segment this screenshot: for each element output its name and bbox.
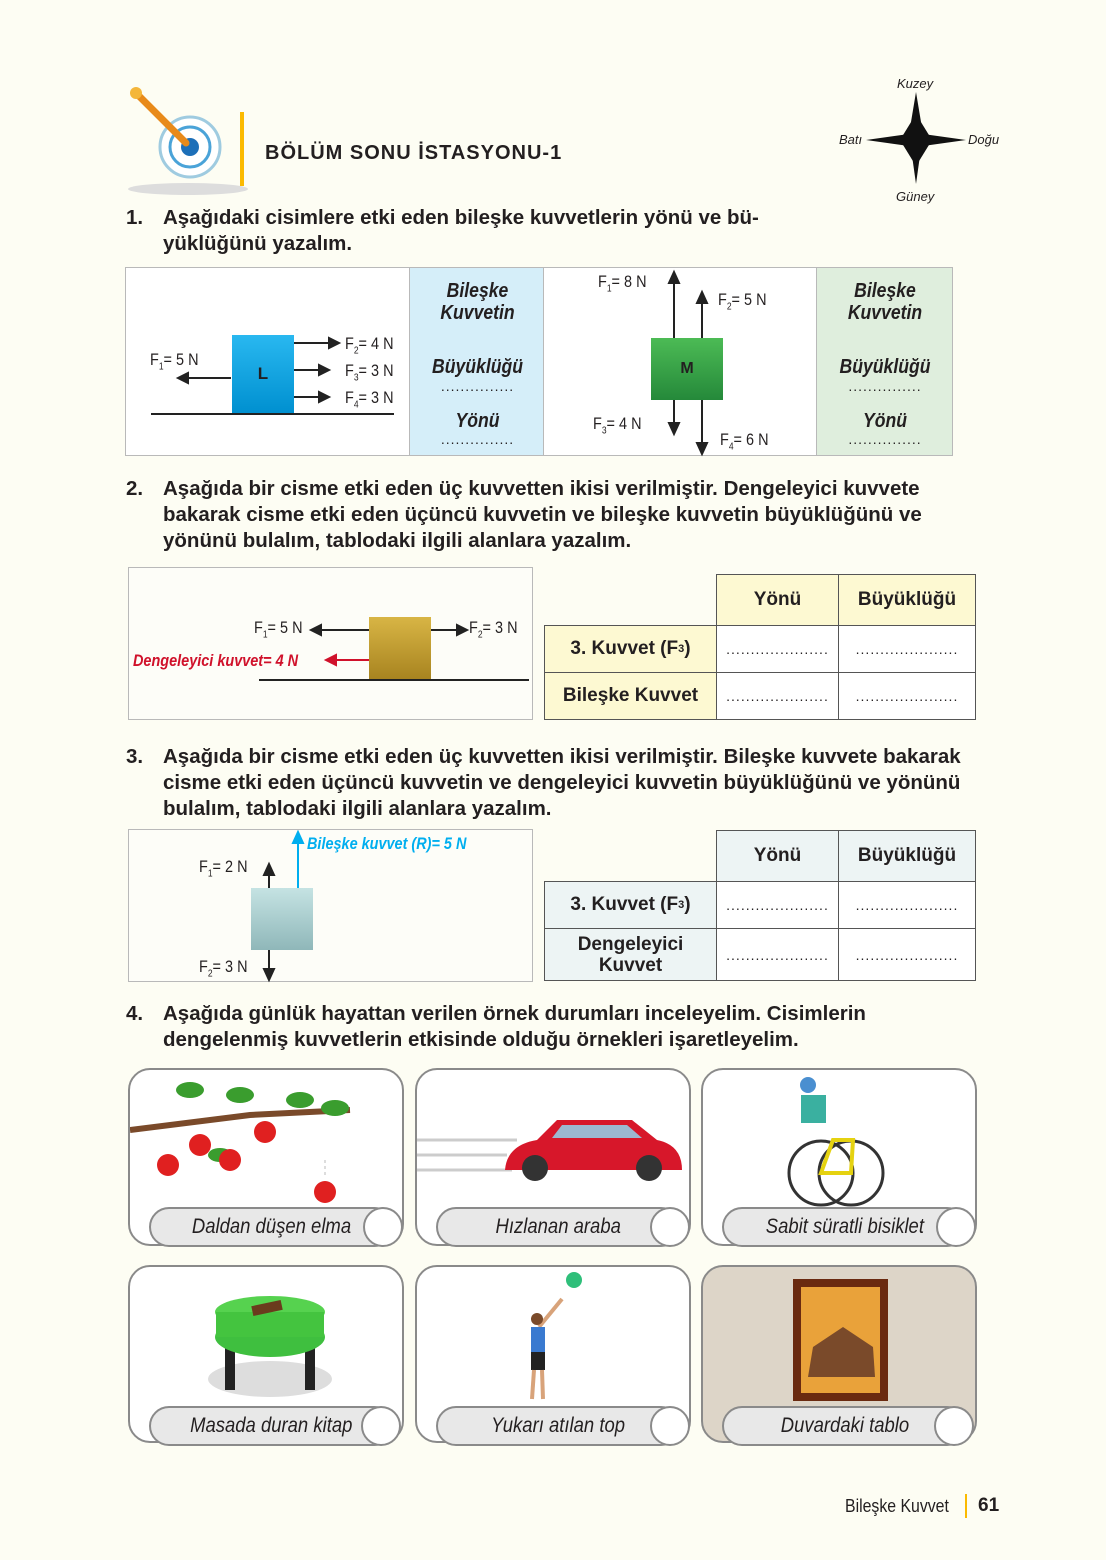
answer-blank[interactable]: ..................... bbox=[726, 641, 829, 657]
direction-label: Yönü bbox=[863, 410, 907, 432]
header-divider bbox=[240, 112, 244, 186]
q2-diagram bbox=[128, 567, 533, 720]
question-number: 4. bbox=[126, 1002, 144, 1025]
page-number: 61 bbox=[978, 1495, 1000, 1516]
answer-blank[interactable]: ..................... bbox=[855, 641, 959, 657]
answer-title: Bileşke bbox=[446, 280, 509, 302]
direction-blank[interactable]: ............... bbox=[440, 431, 515, 447]
direction-label: Yönü bbox=[455, 410, 500, 432]
checkbox-wall-painting[interactable] bbox=[934, 1406, 974, 1446]
card-label: Hızlanan araba bbox=[436, 1207, 681, 1247]
answer-blank[interactable]: ..................... bbox=[855, 688, 959, 704]
compass-west: Batı bbox=[839, 132, 863, 147]
question-1 bbox=[126, 205, 986, 257]
force-arrows bbox=[129, 568, 534, 718]
col-header-direction: Yönü bbox=[716, 830, 839, 882]
compass-east: Doğu bbox=[968, 132, 1000, 147]
answer-title: Kuvvetin bbox=[847, 302, 923, 324]
balancing-force-label: Dengeleyici kuvvet= 4 N bbox=[133, 651, 299, 670]
row-header-third-force: 3. Kuvvet (F 3 ) bbox=[544, 625, 717, 673]
q3-diagram bbox=[128, 829, 533, 982]
question-text: Aşağıda günlük hayattan verilen örnek durumları inceleyelim. Cisimlerin dengelenmiş kuvvetlerin etkisinde olduğu örnekleri işaretleyelim. bbox=[163, 1002, 866, 1051]
block-m: M bbox=[651, 338, 723, 400]
magnitude-label: Büyüklüğü bbox=[839, 356, 931, 378]
footer-divider bbox=[965, 1494, 967, 1518]
compass-icon bbox=[836, 74, 1006, 209]
question-2 bbox=[126, 476, 986, 554]
question-text: Aşağıda bir cisme etki eden üç kuvvetten ikisi verilmiştir. Dengeleyici kuvvete bakarak cisme etki eden üçüncü kuvvetin ve bileşke kuvvetin büyüklüğünü ve yönünü bulalım, tablodaki ilgili alanlara yazalım. bbox=[163, 477, 922, 552]
force-label-f3: $F_3= 3$ N bbox=[345, 361, 394, 384]
direction-blank[interactable]: ............... bbox=[848, 431, 922, 447]
force-label-f1: $F_1= 2$ N bbox=[199, 857, 248, 880]
answer-title: Kuvvetin bbox=[440, 302, 515, 324]
question-text: Aşağıda bir cisme etki eden üç kuvvetten ikisi verilmiştir. Bileşke kuvvete bakarak cisme etki eden üçüncü kuvvetin ve dengeleyici kuvvetin büyüklüğünü ve yönünü bulalım, tablodaki ilgili alanlara yazalım. bbox=[163, 745, 961, 820]
question-number: 1. bbox=[126, 206, 144, 229]
row-header-third-force: 3. Kuvvet (F 3 ) bbox=[544, 881, 717, 929]
answer-blank[interactable]: ..................... bbox=[855, 946, 959, 963]
magnitude-label: Büyüklüğü bbox=[432, 356, 523, 378]
question-number: 3. bbox=[126, 745, 144, 768]
answer-blank[interactable]: ..................... bbox=[726, 897, 829, 913]
col-header-magnitude: Büyüklüğü bbox=[838, 574, 976, 626]
card-label: Duvardaki tablo bbox=[722, 1406, 967, 1446]
target-dart-icon bbox=[118, 85, 258, 200]
force-label-f2: $F_2= 5$ N bbox=[718, 290, 767, 313]
checkbox-constant-speed-bicycle[interactable] bbox=[936, 1207, 976, 1247]
card-label: Yukarı atılan top bbox=[436, 1406, 681, 1446]
question-number: 2. bbox=[126, 477, 144, 500]
checkbox-ball-thrown-up[interactable] bbox=[650, 1406, 690, 1446]
compass-north: Kuzey bbox=[897, 76, 934, 91]
question-text: Aşağıdaki cisimlere etki eden bileşke kuvvetlerin yönü ve bü-yüklüğünü yazalım. bbox=[163, 206, 759, 255]
force-label-f1: $F_1= 5$ N bbox=[254, 618, 303, 641]
force-label-f2: $F_2= 4$ N bbox=[345, 334, 394, 357]
question-4 bbox=[126, 1001, 986, 1053]
force-label-f4: $F_4= 3$ N bbox=[345, 388, 394, 411]
answer-blank[interactable]: ..................... bbox=[726, 688, 829, 704]
answer-box-m bbox=[816, 268, 952, 455]
magnitude-blank[interactable]: ............... bbox=[848, 378, 922, 394]
question-3 bbox=[126, 744, 986, 822]
answer-blank[interactable]: ..................... bbox=[855, 897, 959, 913]
checkbox-book-on-table[interactable] bbox=[361, 1406, 401, 1446]
block-l: L bbox=[232, 335, 294, 413]
col-header-magnitude: Büyüklüğü bbox=[838, 830, 976, 882]
resultant-force-label: Bileşke kuvvet (R)= 5 N bbox=[307, 834, 467, 853]
checkbox-accelerating-car[interactable] bbox=[650, 1207, 690, 1247]
answer-blank[interactable]: ..................... bbox=[726, 946, 829, 963]
card-label: Masada duran kitap bbox=[149, 1406, 394, 1446]
force-label-f3: $F_3= 4$ N bbox=[593, 414, 642, 437]
footer-section-title: Bileşke Kuvvet bbox=[845, 1496, 949, 1516]
force-label-f1: $F_1= 8$ N bbox=[598, 272, 647, 295]
force-label-f2: $F_2= 3$ N bbox=[199, 957, 248, 980]
page-title: BÖLÜM SONU İSTASYONU-1 bbox=[265, 142, 563, 164]
force-label-f4: $F_4= 6$ N bbox=[720, 430, 769, 453]
checkbox-falling-apple[interactable] bbox=[363, 1207, 403, 1247]
q1-panel bbox=[125, 267, 953, 456]
answer-title: Bileşke bbox=[854, 280, 916, 302]
magnitude-blank[interactable]: ............... bbox=[440, 378, 515, 394]
compass-south: Güney bbox=[896, 189, 935, 204]
col-header-direction: Yönü bbox=[716, 574, 839, 626]
card-label: Daldan düşen elma bbox=[149, 1207, 394, 1247]
card-label: Sabit süratli bisiklet bbox=[722, 1207, 967, 1247]
force-label-f2: $F_2= 3$ N bbox=[469, 618, 518, 641]
row-header-resultant: Bileşke Kuvvet bbox=[544, 672, 717, 720]
row-header-balancing: Dengeleyici Kuvvet bbox=[544, 928, 717, 981]
answer-box-l bbox=[409, 268, 544, 455]
force-label-f1: $F_1= 5$ N bbox=[150, 350, 199, 373]
